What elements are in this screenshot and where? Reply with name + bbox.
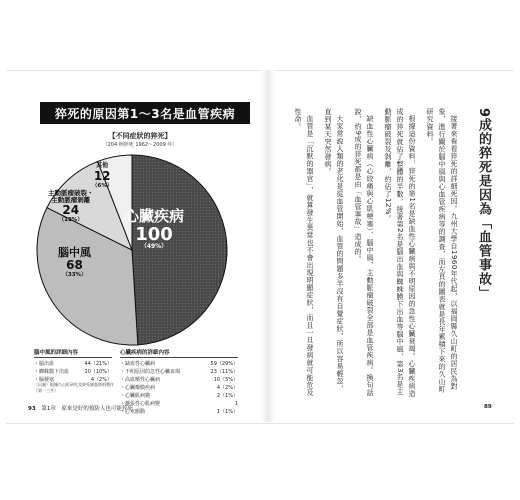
right-page-body bbox=[294, 108, 460, 398]
pie-label-aorta-name2: 主動脈瘤剝離 bbox=[51, 196, 91, 205]
pie-label-brain-value: 68 bbox=[66, 258, 83, 273]
list-item: ・蜘蛛膜下出血 20（10%） bbox=[34, 369, 112, 375]
list-item: ・心臟肌病變 2（1%） bbox=[120, 393, 238, 399]
source-note: （出處）根據久山町研究及猝死調查資料製作（第一三共） bbox=[34, 382, 114, 393]
pie-label-heart bbox=[124, 208, 184, 251]
pie-label-aorta-name1: 主動脈瘤破裂・ bbox=[48, 189, 94, 197]
list-item: ・心室顫動 1（1%） bbox=[120, 409, 238, 415]
chart-title: 【不同症狀的猝死】 bbox=[108, 132, 172, 140]
body-paragraph: 接著來看看猝死的詳細死因。九州大學自1960年代起，以福岡縣久山町的居民為對象，進行關於腦中風與心血管疾病等的調查，而左頁的圖表就是長年累積下來的久山町研究資料。 bbox=[426, 108, 458, 393]
pie-label-other-value: 12 bbox=[93, 168, 111, 183]
right-page-number: 89 bbox=[484, 404, 492, 410]
body-paragraph: 大家常說人類的老化是從血管開始，血管的問題多半沒有自覺症狀，所以容易輕忽，直到某天突然發病。 bbox=[324, 108, 344, 393]
list-item: ・缺血性心臟病 59（29%） bbox=[120, 361, 238, 367]
right-page-title: 9成的猝死是因為「血管事故」 bbox=[476, 108, 491, 301]
running-head: 第1章 原來是好的預防人也可能猝死 bbox=[41, 406, 133, 412]
left-footer bbox=[28, 404, 133, 412]
pie-label-other bbox=[92, 163, 112, 189]
pie-label-heart-pct: （49%） bbox=[140, 243, 168, 251]
pie-label-aorta-pct: （12%） bbox=[58, 217, 83, 224]
list-item: ・擴張性心肌病變 1 bbox=[120, 401, 238, 407]
body-paragraph: 血管是「沉默的器官」，就算發生異常也不會出現明顯症狀，而且一旦發病就可能危及性命。 bbox=[294, 108, 314, 397]
left-page-title: 猝死的原因第1～3名是血管疾病 bbox=[40, 102, 250, 124]
pie-label-brain bbox=[58, 247, 91, 278]
chart-subtitle: （204 例猝死 1962～2009 年） bbox=[102, 142, 178, 148]
pie-label-aorta bbox=[48, 190, 94, 224]
list-item: ・高血壓性心臟病 10（5%） bbox=[120, 377, 238, 383]
list-item: ・心臟瓣膜疾病 4（2%） bbox=[120, 385, 238, 391]
heart-detail-list bbox=[120, 349, 238, 416]
body-paragraph: 根據這份資料，猝死的第1名是缺血性心臟病與不明原因的急性心臟衰竭。心臟疾病造成的猝死就佔了整體的半數，接著第2名是腦出血與蜘蛛膜下出血等腦中風，第3名是主動脈瘤破裂及剝離，約佔了12%。 bbox=[384, 108, 416, 398]
left-page-number: 93 bbox=[28, 406, 36, 412]
brain-list-header: 腦中風的詳細內容 bbox=[34, 349, 112, 358]
body-paragraph: 缺血性心臟病（心絞痛與心肌梗塞）、腦中風，主動脈瘤破裂全部是血管疾病。換句話說，約9成的猝死都是由「血管事故」造成的。 bbox=[354, 108, 374, 397]
brain-detail-list bbox=[34, 349, 112, 384]
list-item: ・腦出血 44（21%） bbox=[34, 361, 112, 367]
pie-label-heart-name: 心臟疾病 bbox=[124, 207, 185, 225]
pie-label-other-pct: （6%） bbox=[92, 182, 113, 189]
pie-label-heart-value: 100 bbox=[135, 223, 173, 245]
list-item: ・腦梗塞 4（2%） bbox=[34, 377, 112, 383]
pie-label-other-name: 其他 bbox=[96, 162, 109, 169]
list-item: ・不明原因的急性心臟衰竭 23（11%） bbox=[120, 369, 238, 375]
pie-label-brain-pct: （33%） bbox=[62, 272, 87, 279]
book-gutter bbox=[261, 70, 275, 422]
pie-label-aorta-value: 24 bbox=[62, 203, 80, 218]
pie-label-brain-name: 腦中風 bbox=[58, 246, 91, 259]
heart-list-header: 心臟疾病的詳細內容 bbox=[120, 349, 238, 358]
